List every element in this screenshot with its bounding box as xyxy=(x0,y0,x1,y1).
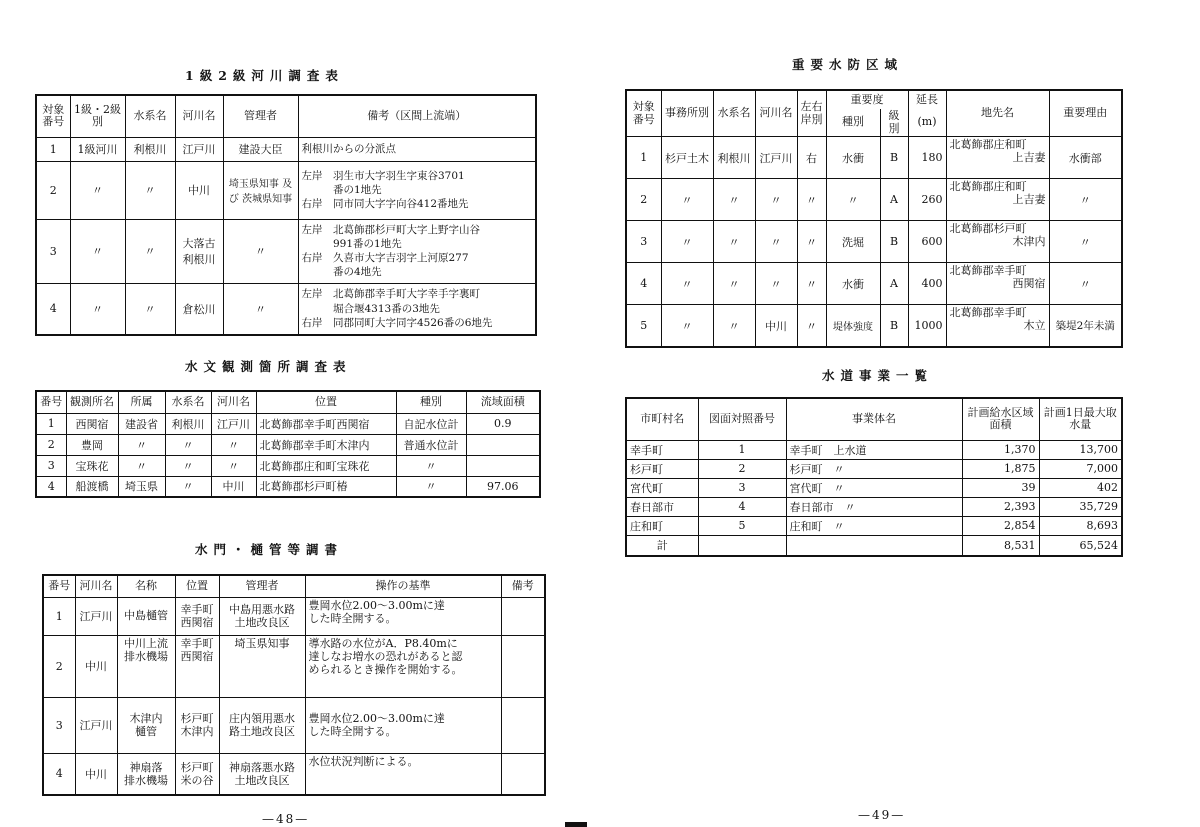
table-row xyxy=(626,516,1122,535)
cell-no: 1 xyxy=(36,413,66,434)
cell-kind: 〃 xyxy=(396,476,466,497)
cell-grade: 〃 xyxy=(70,219,125,283)
cell-office: 杉戸土木 xyxy=(661,137,713,179)
note-line: 右岸 同郡同町大字同字4526番の6地先 xyxy=(301,316,493,329)
cell-river: 〃 xyxy=(755,263,797,305)
cell-line: 中川上流 xyxy=(124,636,168,650)
note-line: 右岸 同市同大字字向谷412番地先 xyxy=(301,198,469,211)
cell-line: 神扇落悪水路 xyxy=(229,760,295,774)
cell-area: 39 xyxy=(962,478,1039,497)
cell-line: 北葛飾郡庄和町 xyxy=(949,180,1027,194)
cell-line: した時全開する。 xyxy=(308,725,397,738)
cell-manager: 〃 xyxy=(223,283,298,335)
cell-river: 中川 xyxy=(755,305,797,347)
cell-line: した時全開する。 xyxy=(308,611,397,625)
cell-river: 江戸川 xyxy=(211,413,256,434)
cell-system: 〃 xyxy=(125,283,175,335)
cell-office: 〃 xyxy=(661,179,713,221)
cell-manager xyxy=(219,697,305,753)
cell-length: 260 xyxy=(908,179,946,221)
cell-city: 幸手町 xyxy=(626,440,698,459)
col-header: 流域面積 xyxy=(466,391,540,413)
cell-system: 〃 xyxy=(165,455,211,476)
cell-length: 600 xyxy=(908,221,946,263)
note-line: 番の1地先 xyxy=(301,183,382,196)
cell-river: 江戸川 xyxy=(175,137,223,161)
cell-empty xyxy=(786,535,962,556)
cell-kind: 〃 xyxy=(396,455,466,476)
col-header: 観測所名 xyxy=(66,391,118,413)
cell-no: 2 xyxy=(36,434,66,455)
note-line: 991番の1地先 xyxy=(301,237,402,250)
cell-no: 4 xyxy=(43,753,75,795)
waterworks-title: 水道事業一覧 xyxy=(822,368,934,383)
cell-system: 利根川 xyxy=(165,413,211,434)
cell-river: 大落古利根川 xyxy=(175,219,223,283)
cell-no: 1 xyxy=(626,137,661,179)
cell-line: 木立 xyxy=(1023,319,1046,333)
cell-station: 船渡橋 xyxy=(66,476,118,497)
cell-ref: 2 xyxy=(698,459,786,478)
cell-line: 木津内 xyxy=(180,725,214,738)
cell-city: 庄和町 xyxy=(626,516,698,535)
cell-no: 4 xyxy=(36,476,66,497)
cell-grade: B xyxy=(880,221,908,263)
cell-line: 豊岡水位2.00～3.00mに達 xyxy=(308,598,445,612)
cell-river: 中川 xyxy=(175,161,223,219)
cell-line: 幸手町 xyxy=(180,602,214,616)
cell-notes xyxy=(298,283,536,335)
table-row xyxy=(36,434,540,455)
binding-mark xyxy=(565,822,587,827)
cell-no: 3 xyxy=(36,455,66,476)
col-header: 水系名 xyxy=(165,391,211,413)
cell-city: 春日部市 xyxy=(626,497,698,516)
cell-location xyxy=(175,635,219,697)
col-header: 種別 xyxy=(826,109,880,137)
cell-length: 1000 xyxy=(908,305,946,347)
cell-notes xyxy=(298,137,536,161)
cell-operation xyxy=(305,635,501,697)
cell-system: 〃 xyxy=(713,179,755,221)
cell-station: 宝珠花 xyxy=(66,455,118,476)
cell-line: 中島用悪水路 xyxy=(229,602,295,616)
cell-reason: 水衝部 xyxy=(1049,137,1122,179)
cell-line: 杉戸町 xyxy=(180,711,214,725)
cell-total-label: 計 xyxy=(626,535,698,556)
col-header: 管理者 xyxy=(219,575,305,597)
waterworks-table xyxy=(625,397,1123,557)
cell-location: 北葛飾郡幸手町西関宿 xyxy=(256,413,396,434)
table-row xyxy=(43,635,545,697)
cell-intake: 402 xyxy=(1039,478,1122,497)
cell-line: 豊岡水位2.00～3.00mに達 xyxy=(308,711,445,725)
cell-operation xyxy=(305,697,501,753)
cell-no: 2 xyxy=(626,179,661,221)
cell-line: 庄内領用悪水 xyxy=(229,711,295,725)
flood-area-table xyxy=(625,89,1123,348)
cell-area: 2,393 xyxy=(962,497,1039,516)
col-header: (m) xyxy=(908,109,946,137)
cell-system: 〃 xyxy=(125,161,175,219)
cell-body: 杉戸町 〃 xyxy=(786,459,962,478)
cell-river: 江戸川 xyxy=(755,137,797,179)
cell-location xyxy=(175,697,219,753)
cell-kind: 水衝 xyxy=(826,263,880,305)
col-header: 事業体名 xyxy=(786,398,962,440)
cell-no: 1 xyxy=(43,597,75,635)
cell-place xyxy=(946,263,1049,305)
col-header: 事務所別 xyxy=(661,90,713,137)
cell-no: 4 xyxy=(36,283,70,335)
cell-total-intake: 65,524 xyxy=(1039,535,1122,556)
cell-river: 〃 xyxy=(755,221,797,263)
cell-reason: 〃 xyxy=(1049,263,1122,305)
cell-grade: A xyxy=(880,179,908,221)
cell-intake: 13,700 xyxy=(1039,440,1122,459)
cell-line: 北葛飾郡杉戸町 xyxy=(949,222,1027,236)
cell-manager xyxy=(219,753,305,795)
cell-office: 〃 xyxy=(661,305,713,347)
cell-reason: 築堤2年未満 xyxy=(1049,305,1122,347)
table-row xyxy=(43,753,545,795)
cell-office: 〃 xyxy=(661,221,713,263)
cell-area: 97.06 xyxy=(466,476,540,497)
cell-name xyxy=(117,635,175,697)
cell-operation xyxy=(305,597,501,635)
cell-place xyxy=(946,137,1049,179)
cell-area xyxy=(466,434,540,455)
cell-kind: 水衝 xyxy=(826,137,880,179)
river-survey-table xyxy=(35,94,537,336)
cell-line: 水位状況判断による。 xyxy=(308,754,419,768)
note-line: 利根川からの分派点 xyxy=(301,142,396,155)
table-row xyxy=(43,597,545,635)
cell-body: 春日部市 〃 xyxy=(786,497,962,516)
cell-no: 5 xyxy=(626,305,661,347)
cell-remarks xyxy=(501,635,545,697)
cell-operation xyxy=(305,753,501,795)
cell-line: 樋管 xyxy=(135,725,157,738)
cell-location: 北葛飾郡杉戸町椿 xyxy=(256,476,396,497)
cell-area: 1,875 xyxy=(962,459,1039,478)
cell-ref: 5 xyxy=(698,516,786,535)
cell-manager: 埼玉県知事 及び 茨城県知事 xyxy=(223,161,298,219)
cell-org: 埼玉県 xyxy=(118,476,165,497)
cell-river: 〃 xyxy=(755,179,797,221)
cell-line: 導水路の水位がA．P8.40mに xyxy=(308,636,458,650)
cell-place xyxy=(946,179,1049,221)
table-row xyxy=(626,137,1122,179)
cell-org: 建設省 xyxy=(118,413,165,434)
cell-no: 2 xyxy=(43,635,75,697)
cell-station: 豊岡 xyxy=(66,434,118,455)
col-header: 延長 xyxy=(908,90,946,109)
col-header: 位置 xyxy=(175,575,219,597)
cell-intake: 7,000 xyxy=(1039,459,1122,478)
cell-org: 〃 xyxy=(118,455,165,476)
col-header: 番号 xyxy=(36,391,66,413)
col-header: 計画1日最大取水量 xyxy=(1039,398,1122,440)
flood-area-title: 重要水防区域 xyxy=(792,57,904,72)
cell-line: 米の谷 xyxy=(180,773,214,787)
note-line: 堀合堰4313番の3地先 xyxy=(301,302,440,315)
cell-grade: 〃 xyxy=(70,161,125,219)
cell-side: 〃 xyxy=(797,305,826,347)
col-header: 名称 xyxy=(117,575,175,597)
col-header: 対象番号 xyxy=(36,95,70,137)
sluice-gate-title: 水門・樋管等調書 xyxy=(195,542,344,557)
cell-river: 江戸川 xyxy=(75,597,117,635)
cell-river: 〃 xyxy=(211,455,256,476)
cell-line: 排水機場 xyxy=(124,649,168,663)
cell-line: 北葛飾郡幸手町 xyxy=(949,306,1027,320)
cell-city: 宮代町 xyxy=(626,478,698,497)
cell-notes xyxy=(298,161,536,219)
cell-intake: 8,693 xyxy=(1039,516,1122,535)
hydro-station-table xyxy=(35,390,541,498)
cell-ref: 1 xyxy=(698,440,786,459)
col-header: 重要度 xyxy=(826,90,908,109)
cell-manager: 〃 xyxy=(223,219,298,283)
cell-line: 中島樋管 xyxy=(124,609,168,623)
river-survey-title: 1級2級河川調査表 xyxy=(185,68,344,83)
table-row xyxy=(36,161,536,219)
cell-length: 400 xyxy=(908,263,946,305)
table-row xyxy=(626,497,1122,516)
cell-system: 利根川 xyxy=(125,137,175,161)
cell-kind: 〃 xyxy=(826,179,880,221)
col-header: 備考（区間上流端） xyxy=(298,95,536,137)
table-row xyxy=(626,179,1122,221)
table-total-row xyxy=(626,535,1122,556)
cell-remarks xyxy=(501,597,545,635)
cell-place xyxy=(946,305,1049,347)
cell-total-area: 8,531 xyxy=(962,535,1039,556)
cell-line: 西関宿 xyxy=(1012,277,1046,291)
page-number-left: —48— xyxy=(262,812,310,826)
cell-notes xyxy=(298,219,536,283)
sluice-gate-table xyxy=(42,574,546,796)
cell-river: 中川 xyxy=(211,476,256,497)
cell-station: 西関宿 xyxy=(66,413,118,434)
cell-body: 幸手町 上水道 xyxy=(786,440,962,459)
cell-line: 神扇落 xyxy=(129,760,163,774)
cell-line: められるとき操作を開始する。 xyxy=(308,662,463,676)
cell-area: 2,854 xyxy=(962,516,1039,535)
cell-line: 土地改良区 xyxy=(234,773,290,787)
table-header-row xyxy=(36,95,536,137)
cell-line: 上吉妻 xyxy=(1012,193,1046,207)
col-header: 管理者 xyxy=(223,95,298,137)
cell-line: 木津内 xyxy=(1012,235,1046,249)
cell-side: 〃 xyxy=(797,263,826,305)
cell-city: 杉戸町 xyxy=(626,459,698,478)
note-line: 左岸 北葛飾郡杉戸町大字上野字山谷 xyxy=(301,223,480,236)
cell-ref: 4 xyxy=(698,497,786,516)
table-row xyxy=(626,440,1122,459)
note-line: 左岸 北葛飾郡幸手町大字幸手字裏町 xyxy=(301,288,480,301)
cell-line: 土地改良区 xyxy=(234,616,290,629)
col-header: 市町村名 xyxy=(626,398,698,440)
table-header-row xyxy=(626,90,1122,109)
cell-river: 倉松川 xyxy=(175,283,223,335)
col-header: 河川名 xyxy=(211,391,256,413)
col-header: 左右岸別 xyxy=(797,90,826,137)
col-header: 操作の基準 xyxy=(305,575,501,597)
cell-line: 上吉妻 xyxy=(1012,151,1046,165)
cell-location xyxy=(175,753,219,795)
cell-line: 達しなお増水の恐れがあると認 xyxy=(308,649,463,663)
cell-side: 〃 xyxy=(797,221,826,263)
table-row xyxy=(36,455,540,476)
table-header-row xyxy=(36,391,540,413)
hydro-station-title: 水文観測箇所調査表 xyxy=(185,359,352,374)
cell-manager: 建設大臣 xyxy=(223,137,298,161)
cell-grade: 〃 xyxy=(70,283,125,335)
cell-no: 3 xyxy=(36,219,70,283)
cell-area xyxy=(466,455,540,476)
table-header-row xyxy=(43,575,545,597)
note-line: 左岸 羽生市大字羽生字東谷3701 xyxy=(301,169,465,182)
cell-line: 幸手町 xyxy=(180,636,214,650)
cell-grade: 1級河川 xyxy=(70,137,125,161)
col-header: 番号 xyxy=(43,575,75,597)
table-row xyxy=(626,263,1122,305)
cell-location: 北葛飾郡幸手町木津内 xyxy=(256,434,396,455)
table-header-row xyxy=(626,398,1122,440)
col-header: 所属 xyxy=(118,391,165,413)
cell-line: 排水機場 xyxy=(124,773,168,787)
table-row xyxy=(36,137,536,161)
table-row xyxy=(626,305,1122,347)
cell-reason: 〃 xyxy=(1049,179,1122,221)
cell-line: 路土地改良区 xyxy=(229,725,295,738)
cell-manager xyxy=(219,597,305,635)
col-header: 河川名 xyxy=(175,95,223,137)
col-header: 河川名 xyxy=(75,575,117,597)
cell-ref: 3 xyxy=(698,478,786,497)
cell-system: 〃 xyxy=(165,476,211,497)
cell-area: 1,370 xyxy=(962,440,1039,459)
col-header: 重要理由 xyxy=(1049,90,1122,137)
cell-reason: 〃 xyxy=(1049,221,1122,263)
cell-no: 4 xyxy=(626,263,661,305)
table-row xyxy=(36,219,536,283)
cell-body: 宮代町 〃 xyxy=(786,478,962,497)
cell-line: 埼玉県知事 xyxy=(234,636,290,650)
col-header: 水系名 xyxy=(713,90,755,137)
cell-grade: B xyxy=(880,305,908,347)
page-number-right: —49— xyxy=(858,808,906,822)
note-line: 番の4地先 xyxy=(301,266,382,279)
cell-line: 木津内 xyxy=(129,711,163,725)
cell-name xyxy=(117,697,175,753)
cell-no: 3 xyxy=(43,697,75,753)
cell-no: 2 xyxy=(36,161,70,219)
cell-org: 〃 xyxy=(118,434,165,455)
cell-place xyxy=(946,221,1049,263)
cell-line: 北葛飾郡幸手町 xyxy=(949,264,1027,278)
cell-intake: 35,729 xyxy=(1039,497,1122,516)
cell-length: 180 xyxy=(908,137,946,179)
table-row xyxy=(36,413,540,434)
table-row xyxy=(36,476,540,497)
cell-river: 〃 xyxy=(211,434,256,455)
cell-office: 〃 xyxy=(661,263,713,305)
col-header: 水系名 xyxy=(125,95,175,137)
cell-area: 0.9 xyxy=(466,413,540,434)
col-header: 備考 xyxy=(501,575,545,597)
cell-system: 〃 xyxy=(165,434,211,455)
col-header: 地先名 xyxy=(946,90,1049,137)
cell-line: 西関宿 xyxy=(180,616,214,629)
cell-river: 江戸川 xyxy=(75,697,117,753)
cell-remarks xyxy=(501,753,545,795)
cell-system: 〃 xyxy=(713,305,755,347)
table-row xyxy=(36,283,536,335)
col-header: 種別 xyxy=(396,391,466,413)
col-header: 1級・2級別 xyxy=(70,95,125,137)
cell-empty xyxy=(698,535,786,556)
cell-system: 〃 xyxy=(713,263,755,305)
cell-kind: 普通水位計 xyxy=(396,434,466,455)
cell-grade: B xyxy=(880,137,908,179)
table-row xyxy=(43,697,545,753)
table-row xyxy=(626,459,1122,478)
col-header: 計画給水区域面積 xyxy=(962,398,1039,440)
col-header: 河川名 xyxy=(755,90,797,137)
cell-river: 中川 xyxy=(75,753,117,795)
table-row xyxy=(626,478,1122,497)
col-header: 対象番号 xyxy=(626,90,661,137)
cell-kind: 自記水位計 xyxy=(396,413,466,434)
cell-side: 右 xyxy=(797,137,826,179)
cell-system: 〃 xyxy=(125,219,175,283)
cell-name xyxy=(117,597,175,635)
cell-location: 北葛飾郡庄和町宝珠花 xyxy=(256,455,396,476)
cell-kind: 洗堀 xyxy=(826,221,880,263)
cell-system: 利根川 xyxy=(713,137,755,179)
note-line: 右岸 久喜市大字吉羽字上河原277 xyxy=(301,252,469,264)
table-row xyxy=(626,221,1122,263)
cell-line: 北葛飾郡庄和町 xyxy=(949,138,1027,152)
cell-grade: A xyxy=(880,263,908,305)
col-header: 級別 xyxy=(880,109,908,137)
cell-line: 西関宿 xyxy=(180,649,214,663)
cell-side: 〃 xyxy=(797,179,826,221)
cell-body: 庄和町 〃 xyxy=(786,516,962,535)
cell-manager xyxy=(219,635,305,697)
col-header: 図面対照番号 xyxy=(698,398,786,440)
cell-remarks xyxy=(501,697,545,753)
cell-no: 1 xyxy=(36,137,70,161)
cell-name xyxy=(117,753,175,795)
cell-line: 杉戸町 xyxy=(180,760,214,774)
cell-river: 中川 xyxy=(75,635,117,697)
cell-no: 3 xyxy=(626,221,661,263)
cell-location xyxy=(175,597,219,635)
cell-kind: 堤体強度 xyxy=(826,305,880,347)
cell-system: 〃 xyxy=(713,221,755,263)
col-header: 位置 xyxy=(256,391,396,413)
